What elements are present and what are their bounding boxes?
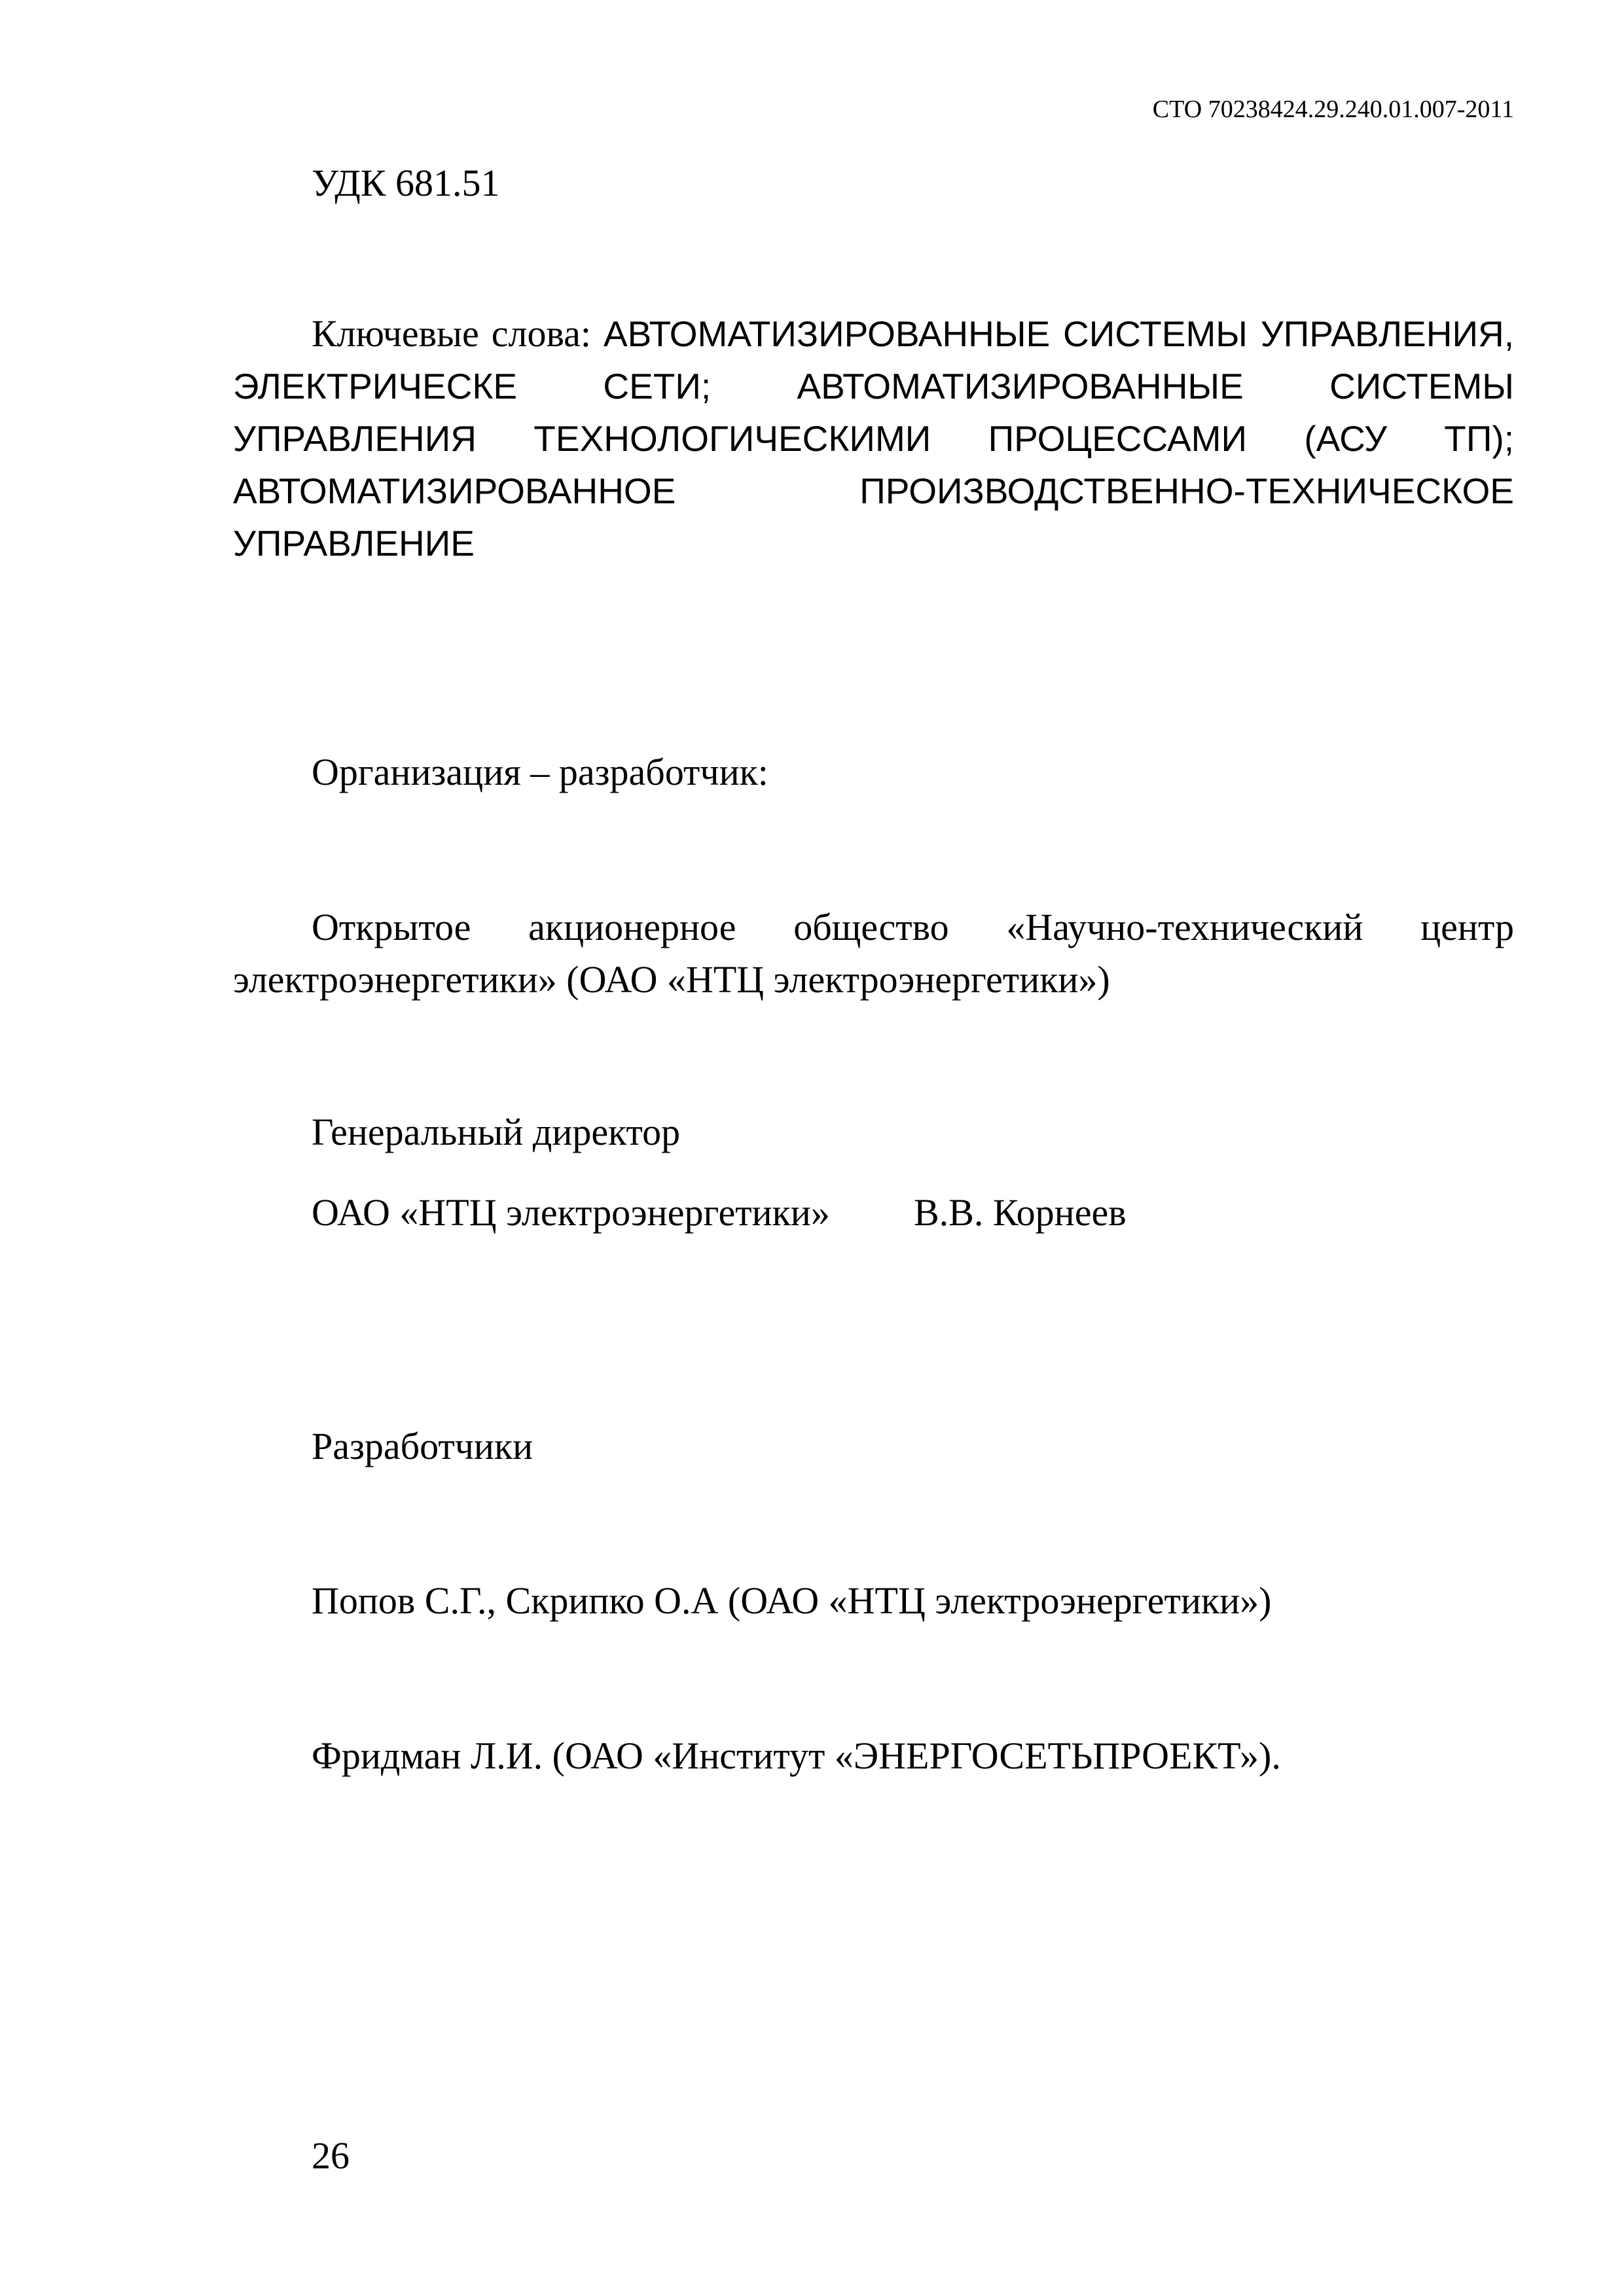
developers-heading: Разработчики [312,1425,533,1467]
keywords-text: АВТОМАТИЗИРОВАННЫЕ СИСТЕМЫ УПРАВЛЕНИЯ, ЭЛЕКТРИЧЕСКЕ СЕТИ; АВТОМАТИЗИРОВАННЫЕ СИСТЕМЫ УПРАВЛЕНИЯ ТЕХНОЛОГИЧЕСКИМИ ПРОЦЕССАМИ (АСУ ТП); АВТОМАТИЗИРОВАННОЕ ПРОИЗВОДСТВЕННО-ТЕХНИЧЕСКОЕ УПРАВЛЕНИЕ [233,314,1514,564]
keywords-paragraph [233,308,1514,569]
document-code: СТО 70238424.29.240.01.007-2011 [1152,96,1514,123]
page-number: 26 [312,2134,350,2177]
organization-full-name: Открытое акционерное общество «Научно-технический центр электроэнергетики» (ОАО «НТЦ электроэнергетики») [233,906,1514,1001]
director-name: В.В. Корнеев [914,1191,1127,1234]
keywords-label: Ключевые слова: [312,312,591,355]
developer-item: Фридман Л.И. (ОАО «Институт «ЭНЕРГОСЕТЬПРОЕКТ»). [312,1734,1281,1777]
developer-item: Попов С.Г., Скрипко О.А (ОАО «НТЦ электроэнергетики») [312,1579,1272,1622]
organization-heading: Организация – разработчик: [312,751,768,793]
udk-line: УДК 681.51 [312,162,500,204]
director-org: ОАО «НТЦ электроэнергетики» [312,1191,830,1234]
director-title: Генеральный директор [312,1111,681,1153]
